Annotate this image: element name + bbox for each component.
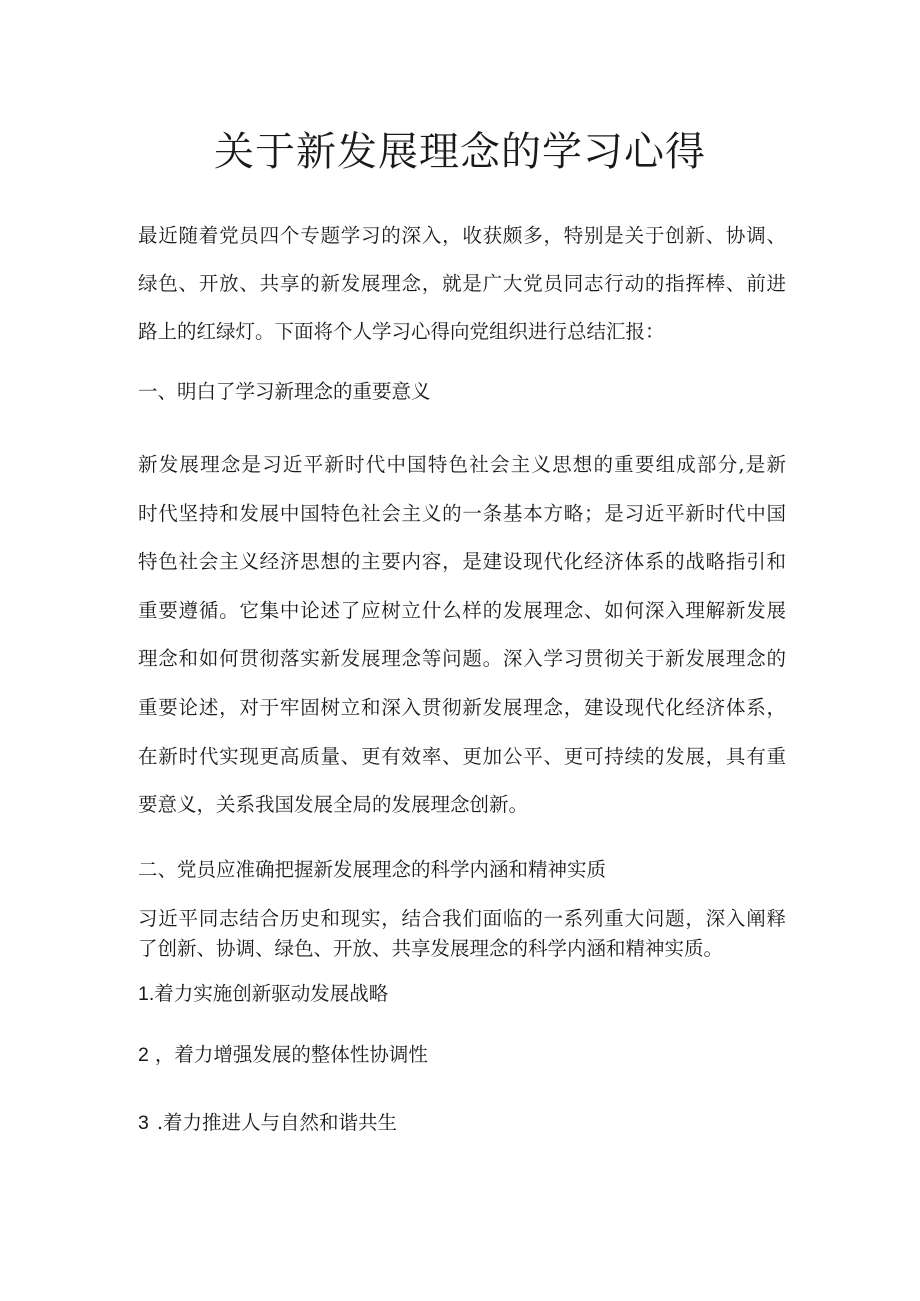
document-title: 关于新发展理念的学习心得 — [214, 129, 706, 175]
paragraph-line: 最近随着党员四个专题学习的深入，收获颇多，特别是关于创新、协调、 — [138, 224, 786, 247]
list-item-number: 2 — [138, 1044, 149, 1066]
section1-paragraph — [138, 441, 786, 830]
paragraph-line: 了创新、协调、绿色、开放、共享发展理念的科学内涵和精神实质。 — [138, 937, 724, 960]
intro-paragraph — [138, 212, 786, 356]
paragraph-line: 重要遵循。它集中论述了应树立什么样的发展理念、如何深入理解新发展 — [138, 598, 786, 622]
list-item — [138, 1031, 786, 1079]
paragraph-line: 时代坚持和发展中国特色社会主义的一条基本方略；是习近平新时代中国 — [138, 501, 786, 525]
section-heading-1: 一、明白了学习新理念的重要意义 — [138, 380, 431, 403]
list-item-number: 3 — [138, 1112, 149, 1134]
list-item — [138, 970, 786, 1018]
paragraph-line: 在新时代实现更高质量、更有效率、更加公平、更可持续的发展，具有重 — [138, 744, 786, 768]
paragraph-line: 新发展理念是习近平新时代中国特色社会主义思想的重要组成部分,是新 — [138, 453, 786, 476]
paragraph-line: 重要论述，对于牢固树立和深入贯彻新发展理念，建设现代化经济体系， — [138, 695, 786, 719]
paragraph-line: 理念和如何贯彻落实新发展理念等问题。深入学习贯彻关于新发展理念的 — [138, 647, 786, 671]
list-item — [138, 1099, 786, 1147]
section-heading-2: 二、党员应准确把握新发展理念的科学内涵和精神实质 — [138, 858, 607, 881]
paragraph-line: 绿色、开放、共享的新发展理念，就是广大党员同志行动的指挥棒、前进 — [138, 272, 786, 295]
list-item-text: ，着力增强发展的整体性协调性 — [154, 1043, 428, 1066]
paragraph-line: 要意义，关系我国发展全局的发展理念创新。 — [138, 793, 529, 817]
section2-paragraph — [138, 904, 786, 964]
paragraph-line: 习近平同志结合历史和现实，结合我们面临的一系列重大问题，深入阐释 — [138, 907, 786, 930]
list-item-text: .着力推进人与自然和谐共生 — [156, 1111, 398, 1134]
list-item-text: 着力实施创新驱动发展战略 — [154, 982, 389, 1005]
paragraph-line: 特色社会主义经济思想的主要内容，是建设现代化经济体系的战略指引和 — [138, 550, 786, 574]
list-item-number: 1. — [138, 983, 155, 1005]
paragraph-line: 路上的红绿灯。下面将个人学习心得向党组织进行总结汇报： — [138, 320, 665, 343]
